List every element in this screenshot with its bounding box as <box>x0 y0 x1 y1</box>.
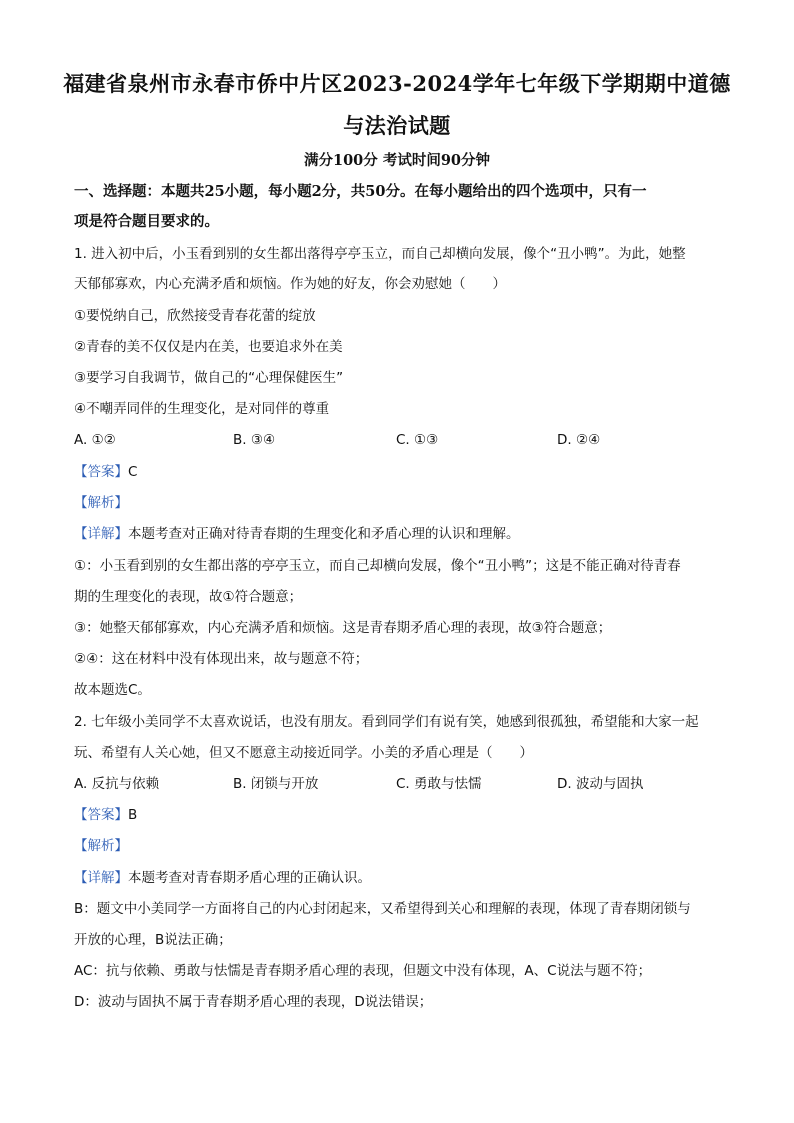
q1-conclusion: 故本题选C。 <box>74 682 151 698</box>
q2-explain-1a: B：题文中小美同学一方面将自己的内心封闭起来，又希望得到关心和理解的表现，体现了青春期闭锁与 <box>74 901 691 917</box>
q1-explain-3: ②④：这在材料中没有体现出来，故与题意不符； <box>74 651 369 667</box>
q2-analysis-tag: 【解析】 <box>74 838 128 854</box>
q1-explain-2: ③：她整天郁郁寡欢，内心充满矛盾和烦恼。这是青春期矛盾心理的表现，故③符合题意； <box>74 620 612 636</box>
q2-answer <box>74 805 137 825</box>
detail-text: 本题考查对青春期矛盾心理的正确认识。 <box>128 870 371 886</box>
q2-explain-3: D：波动与固执不属于青春期矛盾心理的表现，D说法错误； <box>74 994 433 1010</box>
q1-stem-line1: 1. 进入初中后，小玉看到别的女生都出落得亭亭玉立，而自己却横向发展，像个“丑小鸭”。为此，她整 <box>74 246 686 262</box>
q2-explain-1b: 开放的心理，B说法正确； <box>74 932 232 948</box>
q2-option-c: C. 勇敢与怯懦 <box>396 776 482 792</box>
section-heading-line2: 项是符合题目要求的。 <box>74 213 219 230</box>
q1-statement-2: ②青春的美不仅仅是内在美，也要追求外在美 <box>74 339 343 355</box>
q2-explain-2: AC：抗与依赖、勇敢与怯懦是青春期矛盾心理的表现，但题文中没有体现，A、C说法与题不符； <box>74 963 652 979</box>
answer-value: C <box>128 464 138 480</box>
q1-option-c: C. ①③ <box>396 432 439 448</box>
answer-value: B <box>128 807 138 823</box>
exam-info: 满分100分 考试时间90分钟 <box>304 152 490 169</box>
q2-stem-line2: 玩、希望有人关心她，但又不愿意主动接近同学。小美的矛盾心理是（ ） <box>74 745 533 761</box>
section-heading-line1: 一、选择题：本题共25小题，每小题2分，共50分。在每小题给出的四个选项中，只有一 <box>74 183 647 200</box>
q1-statement-1: ①要悦纳自己，欣然接受青春花蕾的绽放 <box>74 308 316 324</box>
q2-stem-line1: 2. 七年级小美同学不太喜欢说话，也没有朋友。看到同学们有说有笑，她感到很孤独，希望能和大家一起 <box>74 714 699 730</box>
answer-tag: 【答案】 <box>74 807 128 823</box>
answer-tag: 【答案】 <box>74 464 128 480</box>
detail-tag: 【详解】 <box>74 870 128 886</box>
q1-analysis-tag: 【解析】 <box>74 495 128 511</box>
q1-option-a: A. ①② <box>74 432 116 448</box>
detail-text: 本题考查对正确对待青春期的生理变化和矛盾心理的认识和理解。 <box>128 526 520 542</box>
q1-explain-1a: ①：小玉看到别的女生都出落的亭亭玉立，而自己却横向发展，像个“丑小鸭”；这是不能正确对待青春 <box>74 558 681 574</box>
q1-statement-4: ④不嘲弄同伴的生理变化，是对同伴的尊重 <box>74 401 330 417</box>
page-title-line2: 与法治试题 <box>343 113 451 138</box>
q1-statement-3: ③要学习自我调节，做自己的“心理保健医生” <box>74 370 344 386</box>
q1-explain-1b: 期的生理变化的表现，故①符合题意； <box>74 589 303 605</box>
q2-option-b: B. 闭锁与开放 <box>233 776 319 792</box>
q1-option-b: B. ③④ <box>233 432 276 448</box>
detail-tag: 【详解】 <box>74 526 128 542</box>
q1-answer <box>74 462 137 482</box>
q1-option-d: D. ②④ <box>557 432 601 448</box>
q1-detail <box>74 524 520 544</box>
q1-stem-line2: 天郁郁寡欢，内心充满矛盾和烦恼。作为她的好友，你会劝慰她（ ） <box>74 276 506 292</box>
q2-option-a: A. 反抗与依赖 <box>74 776 160 792</box>
page-title-line1: 福建省泉州市永春市侨中片区2023-2024学年七年级下学期期中道德 <box>63 71 731 96</box>
q2-detail <box>74 868 371 888</box>
q2-option-d: D. 波动与固执 <box>557 776 644 792</box>
